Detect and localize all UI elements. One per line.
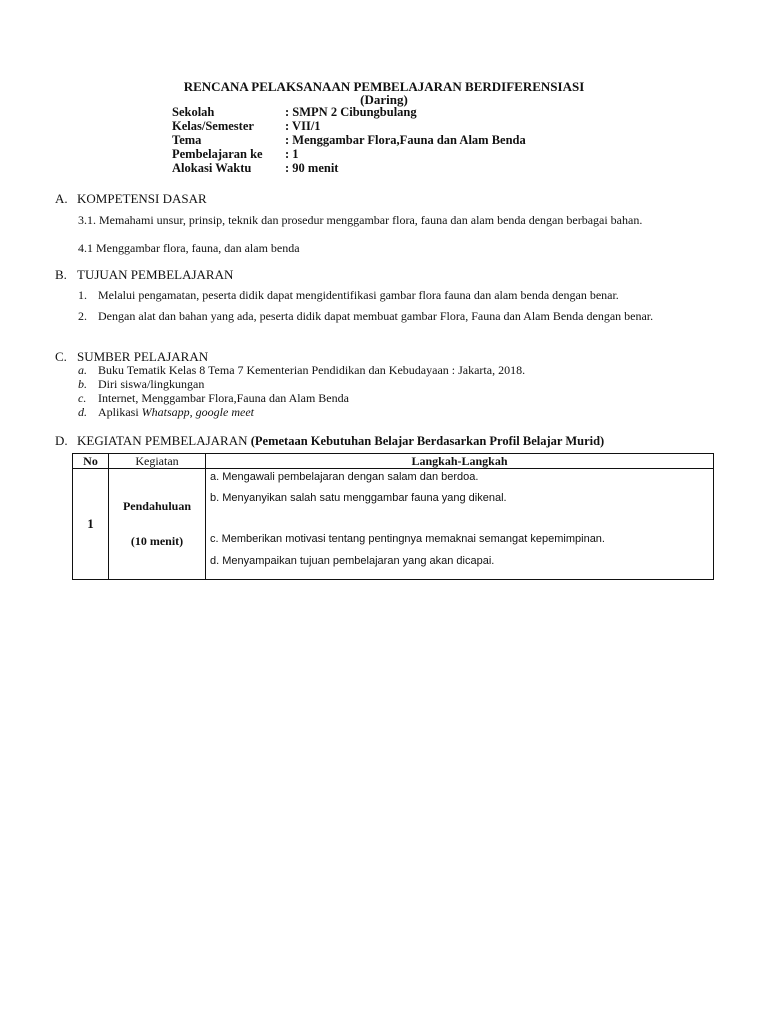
list-text: Dengan alat dan bahan yang ada, peserta didik dapat membuat gambar Flora, Fauna dan Alam Benda dengan benar. (98, 309, 654, 323)
table-header-kegiatan: Kegiatan (109, 454, 206, 469)
section-title-suffix: (Pemetaan Kebutuhan Belajar Berdasarkan Profil Belajar Murid) (250, 434, 605, 448)
step-item: b. Menyanyikan salah satu menggambar fauna yang dikenal. (210, 492, 507, 504)
kegiatan-table (72, 453, 714, 580)
meta-label: Tema (172, 133, 202, 147)
sumber-item (0, 406, 768, 420)
meta-label: Sekolah (172, 105, 215, 119)
list-text: Diri siswa/lingkungan (98, 377, 205, 391)
list-text: Internet, Menggambar Flora,Fauna dan Alam Benda (98, 391, 349, 405)
list-text: Melalui pengamatan, peserta didik dapat mengidentifikasi gambar flora fauna dan alam benda dengan benar. (98, 288, 619, 302)
kompetensi-item: 3.1. Memahami unsur, prinsip, teknik dan prosedur menggambar flora, fauna dan alam benda dengan berbagai bahan. (78, 213, 643, 227)
step-item: a. Mengawali pembelajaran dengan salam dan berdoa. (210, 471, 479, 483)
table-cell-steps (206, 469, 714, 580)
step-item: d. Menyampaikan tujuan pembelajaran yang akan dicapai. (210, 555, 495, 567)
table-header-row (73, 454, 714, 469)
list-number: 1. (78, 288, 87, 302)
table-cell-kegiatan (109, 469, 206, 580)
step-item: c. Memberikan motivasi tentang pentingnya memaknai semangat kepemimpinan. (210, 533, 605, 545)
meta-value: : Menggambar Flora,Fauna dan Alam Benda (285, 133, 526, 147)
document-title: RENCANA PELAKSANAAN PEMBELAJARAN BERDIFERENSIASI (183, 79, 585, 94)
list-letter: a. (78, 363, 87, 377)
tujuan-item (0, 289, 768, 303)
table-cell-no: 1 (73, 469, 109, 580)
list-number: 2. (78, 309, 87, 323)
meta-label: Kelas/Semester (172, 119, 254, 133)
meta-label: Alokasi Waktu (172, 161, 252, 175)
list-text: Buku Tematik Kelas 8 Tema 7 Kementerian Pendidikan dan Kebudayaan : Jakarta, 2018. (98, 363, 526, 377)
section-b-heading (55, 267, 233, 283)
sumber-item (0, 364, 768, 378)
section-letter: C. (55, 349, 67, 364)
table-row (73, 469, 714, 580)
section-d-heading (55, 433, 604, 449)
sumber-item (0, 392, 768, 406)
document-subtitle: (Daring) (360, 92, 408, 107)
table-header-no: No (73, 454, 109, 469)
list-text (98, 406, 718, 419)
meta-value: : VII/1 (285, 119, 321, 133)
section-letter: B. (55, 267, 67, 282)
list-letter: d. (78, 405, 87, 419)
list-text-prefix: Aplikasi (98, 405, 142, 419)
section-letter: A. (55, 191, 68, 206)
section-a-heading (55, 191, 207, 207)
list-text-italic: Whatsapp, google meet (141, 405, 254, 419)
section-title: SUMBER PELAJARAN (77, 349, 209, 364)
section-letter: D. (55, 433, 68, 448)
section-title: TUJUAN PEMBELAJARAN (77, 267, 234, 282)
kegiatan-name: Pendahuluan (122, 499, 192, 513)
section-title: KOMPETENSI DASAR (77, 191, 207, 206)
meta-value: : SMPN 2 Cibungbulang (285, 105, 417, 119)
kompetensi-item: 4.1 Menggambar flora, fauna, dan alam benda (78, 241, 300, 255)
section-title: KEGIATAN PEMBELAJARAN (77, 433, 248, 448)
meta-value: : 90 menit (285, 161, 339, 175)
meta-label: Pembelajaran ke (172, 147, 263, 161)
sumber-item (0, 378, 768, 392)
list-letter: c. (78, 391, 87, 405)
tujuan-item (0, 310, 768, 338)
list-letter: b. (78, 377, 87, 391)
table-header-langkah: Langkah-Langkah (206, 454, 714, 469)
kegiatan-duration: (10 menit) (130, 534, 184, 548)
meta-value: : 1 (285, 147, 299, 161)
